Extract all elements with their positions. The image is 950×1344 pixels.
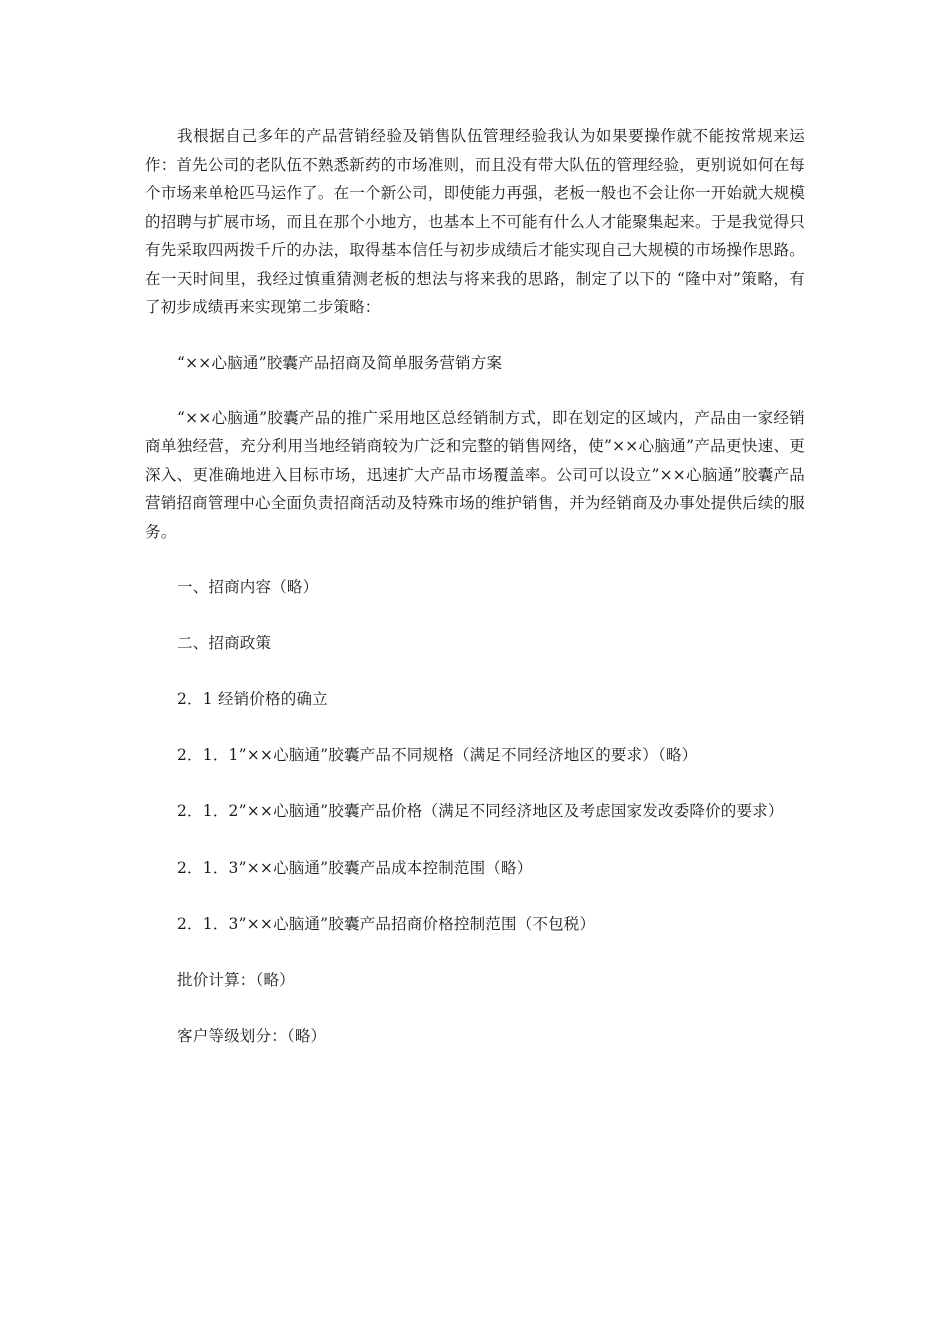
subsection-2-1: 2．1 经销价格的确立 [177,690,328,708]
distribution-paragraph: “××心脑通”胶囊产品的推广采用地区总经销制方式，即在划定的区域内，产品由一家经销商单独经营，充分利用当地经销商较为广泛和完整的销售网络，使”××心脑通”产品更快速、更深入、更准确地进入目标市场，迅速扩大产品市场覆盖率。公司可以设立”××心脑通”胶囊产品营销招商管理中心全面负责招商活动及特殊市场的维护销售，并为经销商及办事处提供后续的服务。 [145,408,805,541]
intro-paragraph: 我根据自己多年的产品营销经验及销售队伍管理经验我认为如果要操作就不能按常规来运作：首先公司的老队伍不熟悉新药的市场准则，而且没有带大队伍的管理经验，更别说如何在每个市场来单枪匹马运作了。在一个新公司，即使能力再强，老板一般也不会让你一开始就大规模的招聘与扩展市场，而且在那个小地方，也基本上不可能有什么人才能聚集起来。于是我觉得只有先采取四两拨千斤的办法，取得基本信任与初步成绩后才能实现自己大规模的市场操作思路。在一天时间里，我经过慎重猜测老板的想法与将来我的思路，制定了以下的 “隆中对”策略，有了初步成绩再来实现第二步策略： [145,127,805,316]
section-heading-2: 二、招商政策 [177,634,272,652]
item-2-1-3-price: 2．1．3”××心脑通”胶囊产品招商价格控制范围（不包税） [177,914,596,933]
section-heading-1: 一、招商内容（略） [177,578,319,596]
document-body [145,122,805,1050]
plan-title: “××心脑通”胶囊产品招商及简单服务营销方案 [177,353,503,372]
item-2-1-2: 2．1．2”××心脑通”胶囊产品价格（满足不同经济地区及考虑国家发改委降价的要求） [177,802,784,820]
item-2-1-3-cost: 2．1．3”××心脑通”胶囊产品成本控制范围（略） [177,858,533,877]
customer-grading: 客户等级划分：（略） [177,1026,327,1045]
item-2-1-1: 2．1．1”××心脑通”胶囊产品不同规格（满足不同经济地区的要求）（略） [177,746,698,764]
wholesale-calc: 批价计算：（略） [177,970,295,989]
